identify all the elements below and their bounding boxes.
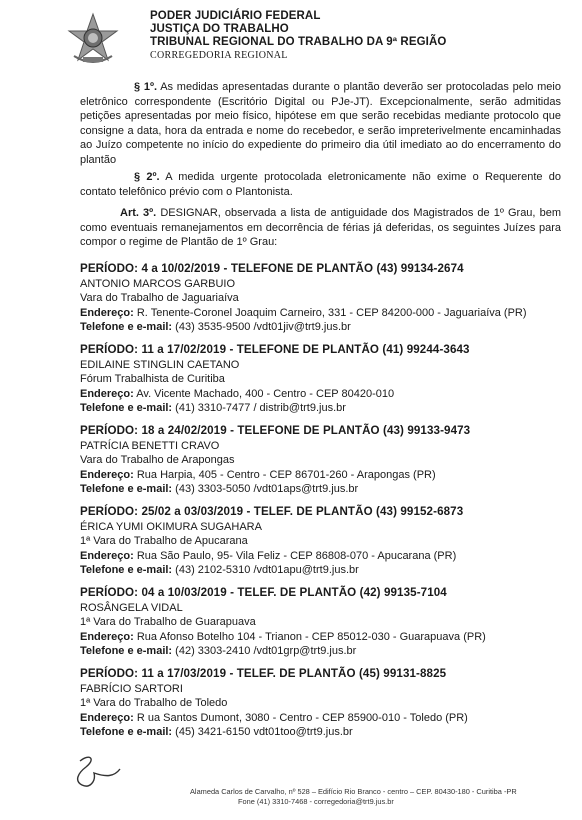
page-footer (0, 787, 582, 807)
address-line (80, 549, 561, 564)
judge-name: ROSÂNGELA VIDAL (80, 601, 183, 614)
header-line-2: JUSTIÇA DO TRABALHO (150, 23, 289, 35)
period-heading: PERÍODO: 11 a 17/02/2019 - TELEFONE DE PLANTÃO (41) 99244-3643 (80, 343, 470, 356)
contact-label: Telefone e e-mail: (80, 402, 173, 415)
paragraph-1-text: As medidas apresentadas durante o plantão deverão ser protocoladas pelo meio eletrônico correspondente (Escritório Digital ou PJe-JT). Excepcionalmente, serão admitidas petições apresentadas por meio físico, hipótese em que serão recebidas mediante protocolo que consigne a data, hora da entrada e nome do recebedor, e serão impreterivelmente encaminhadas ao Juízo competente no início do expediente do primeiro dia útil imediato ao do encerramento do plantão (80, 81, 561, 166)
contact-label: Telefone e e-mail: (80, 564, 173, 577)
paragraph-2-text: A medida urgente protocolada eletronicamente não exime o Requerente do contato telefônico prévio com o Plantonista. (80, 171, 561, 198)
court-name: 1ª Vara do Trabalho de Toledo (80, 697, 228, 710)
contact-label: Telefone e e-mail: (80, 321, 173, 334)
paragraph-2 (80, 170, 561, 199)
footer-address: Alameda Carlos de Carvalho, nº 528 – Edifício Rio Branco - centro – CEP. 80430-180 - Curitiba -PR (190, 787, 517, 796)
header-line-3: TRIBUNAL REGIONAL DO TRABALHO DA 9ª REGIÃO (150, 36, 447, 48)
address-line (80, 468, 561, 483)
period-heading: PERÍODO: 18 a 24/02/2019 - TELEFONE DE PLANTÃO (43) 99133-9473 (80, 424, 471, 437)
address-value: Av. Vicente Machado, 400 - Centro - CEP 80420-010 (133, 387, 395, 400)
duty-period-block (80, 343, 561, 424)
duty-period-block (80, 586, 561, 667)
court-name: Vara do Trabalho de Jaguariaíva (80, 292, 239, 305)
address-value: Rua São Paulo, 95- Vila Feliz - CEP 86808-070 - Apucarana (PR) (133, 549, 457, 562)
address-label: Endereço: (80, 711, 134, 724)
address-value: R. Tenente-Coronel Joaquim Carneiro, 331 - CEP 84200-000 - Jaguariaíva (PR) (133, 306, 527, 319)
duty-schedule (80, 262, 561, 748)
period-heading: PERÍODO: 11 a 17/03/2019 - TELEF. DE PLANTÃO (45) 99131-8825 (80, 667, 447, 680)
header-line-4: CORREGEDORIA REGIONAL (150, 50, 288, 61)
contact-line (80, 401, 561, 416)
article-3-text: DESIGNAR, observada a lista de antiguidade dos Magistrados de 1º Grau, bem como eventuais remanejamentos em decorrência de férias já deferidas, os seguintes Juízes para compor o regime de Plantão de 1º Grau: (80, 207, 561, 249)
court-name: Fórum Trabalhista de Curitiba (80, 373, 225, 386)
court-name: Vara do Trabalho de Arapongas (80, 454, 235, 467)
contact-value: (42) 3303-2410 /vdt01grp@trt9.jus.br (172, 645, 357, 658)
address-label: Endereço: (80, 549, 134, 562)
contact-value: (43) 3535-9500 /vdt01jiv@trt9.jus.br (172, 321, 351, 334)
paragraph-3 (80, 206, 561, 250)
court-name: 1ª Vara do Trabalho de Guarapuava (80, 616, 256, 629)
address-line (80, 711, 561, 726)
address-label: Endereço: (80, 387, 134, 400)
address-value: Rua Harpia, 405 - Centro - CEP 86701-260 - Arapongas (PR) (133, 468, 436, 481)
document-header (0, 6, 582, 68)
judge-name: ANTONIO MARCOS GARBUIO (80, 277, 236, 290)
contact-value: (45) 3421-6150 vdt01too@trt9.jus.br (172, 726, 353, 739)
judge-name: FABRÍCIO SARTORI (80, 682, 183, 695)
contact-line (80, 644, 561, 659)
address-label: Endereço: (80, 306, 134, 319)
contact-line (80, 725, 561, 740)
contact-line (80, 320, 561, 335)
paragraph-1 (80, 80, 561, 168)
contact-line (80, 482, 561, 497)
address-value: Rua Afonso Botelho 104 - Trianon - CEP 85012-030 - Guarapuava (PR) (133, 630, 486, 643)
contact-value: (41) 3310-7477 / distrib@trt9.jus.br (172, 402, 346, 415)
address-label: Endereço: (80, 630, 134, 643)
address-value: R ua Santos Dumont, 3080 - Centro - CEP 85900-010 - Toledo (PR) (133, 711, 468, 724)
address-line (80, 630, 561, 645)
court-name: 1ª Vara do Trabalho de Apucarana (80, 535, 248, 548)
header-line-1: PODER JUDICIÁRIO FEDERAL (150, 10, 321, 22)
judge-name: ÉRICA YUMI OKIMURA SUGAHARA (80, 520, 262, 533)
address-line (80, 387, 561, 402)
contact-line (80, 563, 561, 578)
footer-contact: Fone (41) 3310-7468 - corregedoria@trt9.jus.br (238, 797, 394, 806)
contact-label: Telefone e e-mail: (80, 483, 173, 496)
article-3-label: Art. 3º. (120, 207, 157, 219)
duty-period-block (80, 424, 561, 505)
period-heading: PERÍODO: 4 a 10/02/2019 - TELEFONE DE PLANTÃO (43) 99134-2674 (80, 262, 464, 275)
coat-of-arms-icon (66, 12, 120, 66)
duty-period-block (80, 505, 561, 586)
contact-label: Telefone e e-mail: (80, 726, 173, 739)
address-line (80, 306, 561, 321)
judge-name: EDILAINE STINGLIN CAETANO (80, 358, 240, 371)
period-heading: PERÍODO: 25/02 a 03/03/2019 - TELEF. DE PLANTÃO (43) 99152-6873 (80, 505, 464, 518)
institution-title (150, 10, 446, 62)
contact-value: (43) 3303-5050 /vdt01aps@trt9.jus.br (172, 483, 359, 496)
duty-period-block (80, 262, 561, 343)
judge-name: PATRÍCIA BENETTI CRAVO (80, 439, 220, 452)
paragraph-1-label: § 1º. (134, 81, 158, 93)
period-heading: PERÍODO: 04 a 10/03/2019 - TELEF. DE PLANTÃO (42) 99135-7104 (80, 586, 447, 599)
paragraph-2-label: § 2º. (134, 171, 160, 183)
contact-value: (43) 2102-5310 /vdt01apu@trt9.jus.br (172, 564, 359, 577)
contact-label: Telefone e e-mail: (80, 645, 173, 658)
duty-period-block (80, 667, 561, 748)
address-label: Endereço: (80, 468, 134, 481)
